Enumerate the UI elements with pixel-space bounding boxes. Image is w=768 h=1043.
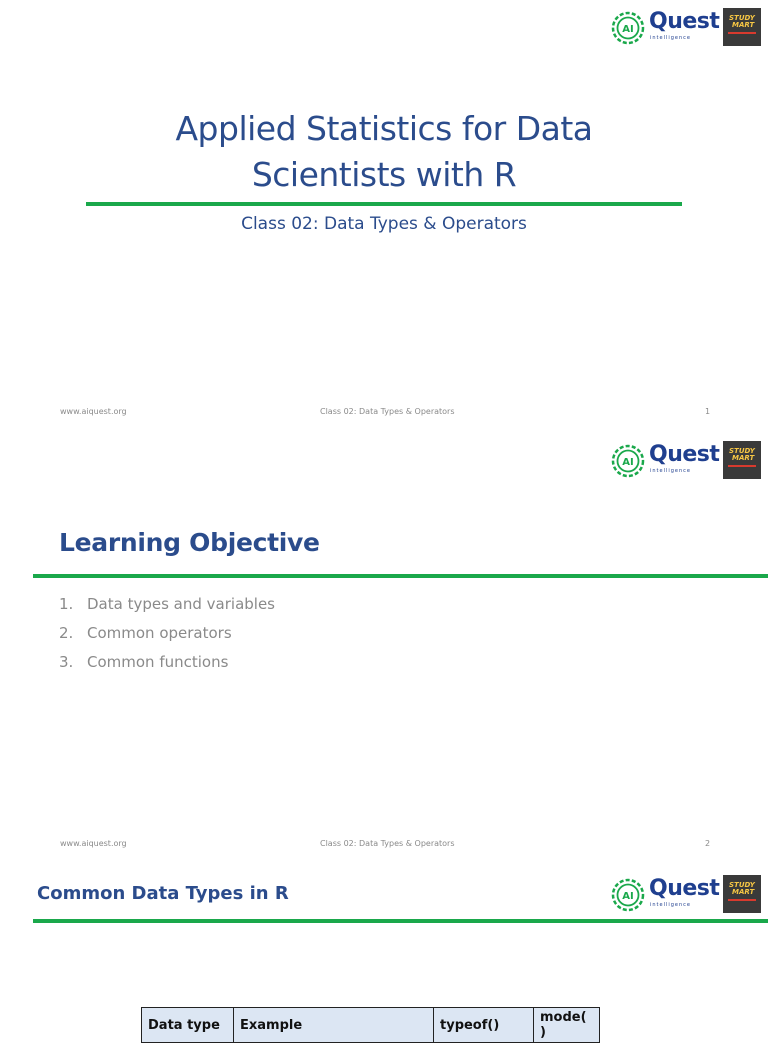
footer-class: Class 02: Data Types & Operators xyxy=(320,407,455,416)
studymart-logo xyxy=(723,875,761,913)
footer-class: Class 02: Data Types & Operators xyxy=(320,839,455,848)
list-item xyxy=(59,590,275,619)
slide-subtitle: Class 02: Data Types & Operators xyxy=(241,214,527,234)
title-line-1: Applied Statistics for Data xyxy=(175,109,593,148)
header-typeof: typeof() xyxy=(434,1008,534,1043)
slide-title: Common Data Types in R xyxy=(37,883,289,904)
aiquest-logo xyxy=(609,8,761,48)
table-header-row xyxy=(142,1008,600,1043)
item-number: 3. xyxy=(59,653,74,671)
list-item xyxy=(59,619,275,648)
study-text: STUDY xyxy=(729,447,755,455)
data-types-table xyxy=(141,1007,600,1043)
studymart-bar xyxy=(728,32,756,34)
footer-url: www.aiquest.org xyxy=(60,407,127,416)
ai-text: AI xyxy=(622,891,634,902)
objectives-list xyxy=(59,590,275,677)
title-rule xyxy=(33,574,768,578)
studymart-logo xyxy=(723,441,761,479)
study-text: STUDY xyxy=(729,14,755,22)
study-text: STUDY xyxy=(729,881,755,889)
slide-title: Learning Objective xyxy=(59,528,320,557)
footer-url: www.aiquest.org xyxy=(60,839,127,848)
slide-title xyxy=(84,106,684,198)
mart-text: MART xyxy=(732,454,755,462)
header-data-type: Data type xyxy=(142,1008,234,1043)
title-rule xyxy=(33,919,768,923)
slide-2 xyxy=(0,432,768,864)
logo-tagline: intelligence xyxy=(650,35,692,41)
item-text: Data types and variables xyxy=(87,595,275,613)
list-item xyxy=(59,648,275,677)
title-line-2: Scientists with R xyxy=(251,155,517,194)
item-number: 2. xyxy=(59,624,74,642)
logo-brand: Quest xyxy=(649,442,720,467)
logo-brand: Quest xyxy=(649,9,720,34)
studymart-bar xyxy=(728,899,756,901)
aiquest-logo xyxy=(609,875,761,915)
item-text: Common functions xyxy=(87,653,229,671)
ai-text: AI xyxy=(622,457,634,468)
mart-text: MART xyxy=(732,21,755,29)
studymart-bar xyxy=(728,465,756,467)
ai-gear-icon xyxy=(609,442,647,480)
studymart-logo xyxy=(723,8,761,46)
item-number: 1. xyxy=(59,595,74,613)
slide-3 xyxy=(0,864,768,1040)
ai-text: AI xyxy=(622,24,634,35)
header-mode: mode( ) xyxy=(534,1008,600,1043)
logo-brand: Quest xyxy=(649,876,720,901)
logo-tagline: intelligence xyxy=(650,902,692,908)
item-text: Common operators xyxy=(87,624,232,642)
title-rule xyxy=(86,202,682,206)
slide-1 xyxy=(0,0,768,432)
mart-text: MART xyxy=(732,888,755,896)
ai-gear-icon xyxy=(609,876,647,914)
logo-tagline: intelligence xyxy=(650,468,692,474)
footer-page-number: 2 xyxy=(705,839,711,848)
header-example: Example xyxy=(234,1008,434,1043)
aiquest-logo xyxy=(609,441,761,481)
ai-gear-icon xyxy=(609,9,647,47)
footer-page-number: 1 xyxy=(705,407,711,416)
